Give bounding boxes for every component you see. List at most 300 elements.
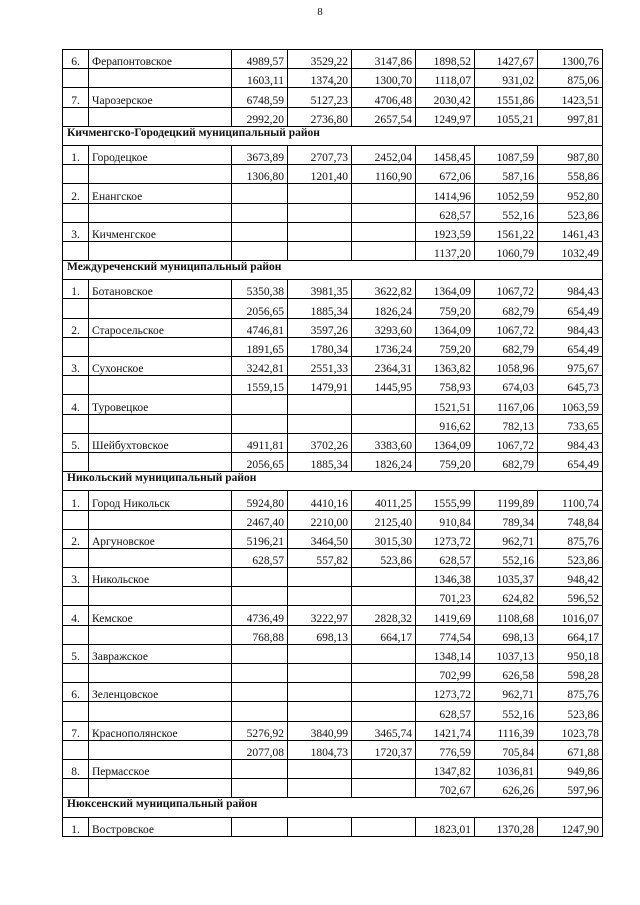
value-cell: 1521,51 [416,395,475,414]
settlement-subrow [63,107,603,126]
settlement-subrow [63,337,603,356]
value-cell: 598,28 [538,664,603,683]
settlement-name [89,69,232,88]
settlement-subrow [63,740,603,759]
value-cell: 984,43 [538,280,603,299]
value-cell: 3981,35 [288,280,352,299]
row-number: 3. [63,568,89,587]
row-number [63,452,89,471]
settlement-name [89,452,232,471]
value-cell: 3597,26 [288,318,352,337]
value-cell [352,241,416,260]
value-cell [288,817,352,836]
value-cell: 1060,79 [475,241,538,260]
value-cell: 3529,22 [288,50,352,69]
value-cell: 4911,81 [232,433,288,452]
row-number [63,702,89,721]
district-name: Кичменгско-Городецкий муниципальный район [63,126,603,145]
value-cell: 1247,90 [538,817,603,836]
row-number [63,625,89,644]
value-cell: 698,13 [475,625,538,644]
row-number [63,740,89,759]
value-cell: 1891,65 [232,337,288,356]
value-cell: 645,73 [538,376,603,395]
settlement-name: Краснополянское [89,721,232,740]
value-cell [352,587,416,606]
settlement-subrow [63,625,603,644]
tariff-table [62,49,603,837]
value-cell: 1363,82 [416,357,475,376]
settlement-name [89,299,232,318]
value-cell: 624,82 [475,587,538,606]
value-cell: 984,43 [538,433,603,452]
row-number [63,241,89,260]
value-cell: 5196,21 [232,529,288,548]
value-cell: 552,16 [475,203,538,222]
value-cell: 1300,70 [352,69,416,88]
value-cell: 3840,99 [288,721,352,740]
value-cell: 557,82 [288,548,352,567]
value-cell [352,779,416,798]
value-cell: 1419,69 [416,606,475,625]
settlement-row [63,759,603,778]
district-name: Нюксенский муниципальный район [63,798,603,817]
value-cell: 949,86 [538,759,603,778]
value-cell: 628,57 [416,702,475,721]
value-cell: 1100,74 [538,491,603,510]
row-number: 5. [63,644,89,663]
page-number: 8 [317,6,323,18]
settlement-subrow [63,376,603,395]
settlement-name [89,587,232,606]
value-cell: 997,81 [538,107,603,126]
settlement-name: Город Никольск [89,491,232,510]
value-cell: 759,20 [416,337,475,356]
value-cell: 931,02 [475,69,538,88]
settlement-name [89,625,232,644]
value-cell [352,395,416,414]
value-cell: 1036,81 [475,759,538,778]
settlement-row [63,357,603,376]
row-number: 6. [63,683,89,702]
row-number [63,165,89,184]
row-number: 2. [63,184,89,203]
value-cell [352,568,416,587]
row-number: 2. [63,529,89,548]
value-cell: 1067,72 [475,280,538,299]
row-number [63,107,89,126]
value-cell: 2828,32 [352,606,416,625]
settlement-name: Енангское [89,184,232,203]
value-cell: 1058,96 [475,357,538,376]
value-cell: 1055,21 [475,107,538,126]
settlement-row [63,145,603,164]
value-cell: 759,20 [416,299,475,318]
settlement-name [89,337,232,356]
value-cell [232,203,288,222]
settlement-name [89,779,232,798]
value-cell: 1160,90 [352,165,416,184]
value-cell: 702,67 [416,779,475,798]
row-number: 7. [63,721,89,740]
settlement-row [63,50,603,69]
value-cell [232,222,288,241]
value-cell: 702,99 [416,664,475,683]
value-cell: 626,26 [475,779,538,798]
row-number: 4. [63,606,89,625]
value-cell: 1414,96 [416,184,475,203]
value-cell: 2467,40 [232,510,288,529]
value-cell: 1823,01 [416,817,475,836]
value-cell: 4989,57 [232,50,288,69]
settlement-row [63,280,603,299]
row-number [63,337,89,356]
district-header-row [63,472,603,491]
settlement-row [63,318,603,337]
value-cell: 552,16 [475,548,538,567]
row-number: 3. [63,357,89,376]
value-cell: 552,16 [475,702,538,721]
value-cell: 3464,50 [288,529,352,548]
settlement-name [89,165,232,184]
settlement-name: Старосельское [89,318,232,337]
value-cell: 1249,97 [416,107,475,126]
value-cell [232,568,288,587]
value-cell: 3222,97 [288,606,352,625]
settlement-name: Востровское [89,817,232,836]
settlement-subrow [63,510,603,529]
value-cell: 2736,80 [288,107,352,126]
settlement-name: Городецкое [89,145,232,164]
value-cell: 596,52 [538,587,603,606]
settlement-row [63,568,603,587]
value-cell [232,683,288,702]
value-cell: 1137,20 [416,241,475,260]
value-cell: 654,49 [538,452,603,471]
value-cell: 626,58 [475,664,538,683]
value-cell [232,817,288,836]
value-cell [232,184,288,203]
value-cell: 3383,60 [352,433,416,452]
value-cell: 768,88 [232,625,288,644]
value-cell: 1923,59 [416,222,475,241]
value-cell: 759,20 [416,452,475,471]
value-cell: 2657,54 [352,107,416,126]
value-cell: 1023,78 [538,721,603,740]
value-cell [352,702,416,721]
settlement-name: Никольское [89,568,232,587]
value-cell: 910,84 [416,510,475,529]
value-cell: 1736,24 [352,337,416,356]
row-number [63,203,89,222]
value-cell: 523,86 [352,548,416,567]
settlement-row [63,491,603,510]
settlement-name: Аргуновское [89,529,232,548]
value-cell: 984,43 [538,318,603,337]
value-cell: 1555,99 [416,491,475,510]
value-cell: 1780,34 [288,337,352,356]
value-cell: 1273,72 [416,529,475,548]
value-cell [288,702,352,721]
value-cell: 2992,20 [232,107,288,126]
row-number: 2. [63,318,89,337]
value-cell: 628,57 [416,203,475,222]
value-cell: 1603,11 [232,69,288,88]
settlement-subrow [63,664,603,683]
row-number: 3. [63,222,89,241]
value-cell: 875,76 [538,529,603,548]
value-cell [232,664,288,683]
value-cell: 1116,39 [475,721,538,740]
value-cell [232,779,288,798]
value-cell: 558,86 [538,165,603,184]
value-cell: 682,79 [475,299,538,318]
value-cell: 628,57 [416,548,475,567]
value-cell [232,644,288,663]
settlement-name [89,702,232,721]
value-cell: 523,86 [538,548,603,567]
value-cell: 1300,76 [538,50,603,69]
settlement-name [89,203,232,222]
value-cell: 1087,59 [475,145,538,164]
row-number: 1. [63,145,89,164]
value-cell: 1804,73 [288,740,352,759]
settlement-row [63,222,603,241]
value-cell: 1199,89 [475,491,538,510]
settlement-name [89,548,232,567]
value-cell: 1374,20 [288,69,352,88]
value-cell: 962,71 [475,683,538,702]
settlement-name [89,664,232,683]
value-cell: 523,86 [538,702,603,721]
value-cell [352,817,416,836]
settlement-name: Ботановское [89,280,232,299]
value-cell [352,184,416,203]
value-cell: 1720,37 [352,740,416,759]
value-cell [288,683,352,702]
value-cell: 2707,73 [288,145,352,164]
value-cell: 875,06 [538,69,603,88]
value-cell [352,203,416,222]
settlement-name [89,241,232,260]
settlement-name: Кичменгское [89,222,232,241]
row-number: 1. [63,817,89,836]
value-cell: 1559,15 [232,376,288,395]
value-cell: 3622,82 [352,280,416,299]
value-cell [288,241,352,260]
settlement-row [63,721,603,740]
row-number: 7. [63,88,89,107]
settlement-subrow [63,702,603,721]
row-number [63,779,89,798]
value-cell: 5924,80 [232,491,288,510]
value-cell: 733,65 [538,414,603,433]
settlement-subrow [63,414,603,433]
settlement-subrow [63,548,603,567]
district-name: Никольский муниципальный район [63,472,603,491]
value-cell: 5276,92 [232,721,288,740]
value-cell: 782,13 [475,414,538,433]
value-cell: 2125,40 [352,510,416,529]
value-cell: 587,16 [475,165,538,184]
settlement-name: Туровецкое [89,395,232,414]
value-cell: 2056,65 [232,299,288,318]
row-number [63,510,89,529]
value-cell: 1423,51 [538,88,603,107]
value-cell: 1885,34 [288,299,352,318]
settlement-name [89,510,232,529]
value-cell: 1347,82 [416,759,475,778]
value-cell: 1035,37 [475,568,538,587]
value-cell: 2364,31 [352,357,416,376]
value-cell: 1118,07 [416,69,475,88]
value-cell [288,203,352,222]
value-cell: 1167,06 [475,395,538,414]
value-cell: 2056,65 [232,452,288,471]
value-cell [288,759,352,778]
value-cell: 5127,23 [288,88,352,107]
row-number [63,587,89,606]
value-cell: 3293,60 [352,318,416,337]
row-number: 5. [63,433,89,452]
value-cell: 698,13 [288,625,352,644]
settlement-subrow [63,452,603,471]
settlement-name [89,107,232,126]
row-number: 1. [63,491,89,510]
value-cell: 701,23 [416,587,475,606]
value-cell [288,779,352,798]
row-number [63,548,89,567]
value-cell: 950,18 [538,644,603,663]
value-cell: 1421,74 [416,721,475,740]
value-cell: 2077,08 [232,740,288,759]
value-cell: 3242,81 [232,357,288,376]
value-cell [288,587,352,606]
settlement-name [89,376,232,395]
settlement-subrow [63,241,603,260]
value-cell: 3465,74 [352,721,416,740]
value-cell: 875,76 [538,683,603,702]
value-cell: 4746,81 [232,318,288,337]
value-cell: 1364,09 [416,280,475,299]
value-cell: 4736,49 [232,606,288,625]
row-number [63,376,89,395]
value-cell: 654,49 [538,299,603,318]
value-cell: 1032,49 [538,241,603,260]
value-cell: 1016,07 [538,606,603,625]
settlement-name: Зеленцовское [89,683,232,702]
settlement-row [63,606,603,625]
value-cell [352,414,416,433]
row-number: 4. [63,395,89,414]
value-cell: 987,80 [538,145,603,164]
value-cell: 916,62 [416,414,475,433]
row-number [63,69,89,88]
value-cell [352,664,416,683]
value-cell: 776,59 [416,740,475,759]
value-cell: 948,42 [538,568,603,587]
value-cell: 672,06 [416,165,475,184]
settlement-row [63,817,603,836]
value-cell: 748,84 [538,510,603,529]
district-header-row [63,798,603,817]
value-cell: 1885,34 [288,452,352,471]
value-cell [232,702,288,721]
value-cell: 2210,00 [288,510,352,529]
value-cell: 962,71 [475,529,538,548]
value-cell: 2551,33 [288,357,352,376]
value-cell: 1348,14 [416,644,475,663]
settlement-name: Ферапонтовское [89,50,232,69]
value-cell: 5350,38 [232,280,288,299]
value-cell [288,414,352,433]
value-cell: 789,34 [475,510,538,529]
value-cell: 1037,13 [475,644,538,663]
value-cell [352,683,416,702]
value-cell: 1561,22 [475,222,538,241]
value-cell: 6748,59 [232,88,288,107]
value-cell: 2030,42 [416,88,475,107]
value-cell: 671,88 [538,740,603,759]
value-cell: 1108,68 [475,606,538,625]
value-cell: 1427,67 [475,50,538,69]
settlement-name: Завражское [89,644,232,663]
settlement-name: Шейбухтовское [89,433,232,452]
settlement-name: Чарозерское [89,88,232,107]
value-cell: 952,80 [538,184,603,203]
value-cell [352,644,416,663]
value-cell: 1826,24 [352,299,416,318]
row-number [63,299,89,318]
value-cell [232,414,288,433]
value-cell [288,664,352,683]
value-cell: 1479,91 [288,376,352,395]
settlement-row [63,395,603,414]
value-cell: 1063,59 [538,395,603,414]
value-cell [232,759,288,778]
settlement-row [63,683,603,702]
settlement-row [63,529,603,548]
settlement-row [63,433,603,452]
value-cell: 1445,95 [352,376,416,395]
value-cell: 3147,86 [352,50,416,69]
value-cell: 664,17 [352,625,416,644]
value-cell [232,587,288,606]
value-cell: 1458,45 [416,145,475,164]
value-cell: 1826,24 [352,452,416,471]
value-cell: 1052,59 [475,184,538,203]
value-cell [288,644,352,663]
district-header-row [63,126,603,145]
value-cell [288,184,352,203]
value-cell: 1273,72 [416,683,475,702]
value-cell: 1461,43 [538,222,603,241]
settlement-name [89,740,232,759]
value-cell: 705,84 [475,740,538,759]
value-cell: 1551,86 [475,88,538,107]
row-number: 8. [63,759,89,778]
value-cell: 3015,30 [352,529,416,548]
settlement-name: Пермасское [89,759,232,778]
value-cell: 654,49 [538,337,603,356]
value-cell: 1067,72 [475,433,538,452]
value-cell: 1370,28 [475,817,538,836]
value-cell: 3702,26 [288,433,352,452]
row-number: 6. [63,50,89,69]
settlement-subrow [63,587,603,606]
value-cell: 4706,48 [352,88,416,107]
value-cell: 1364,09 [416,433,475,452]
